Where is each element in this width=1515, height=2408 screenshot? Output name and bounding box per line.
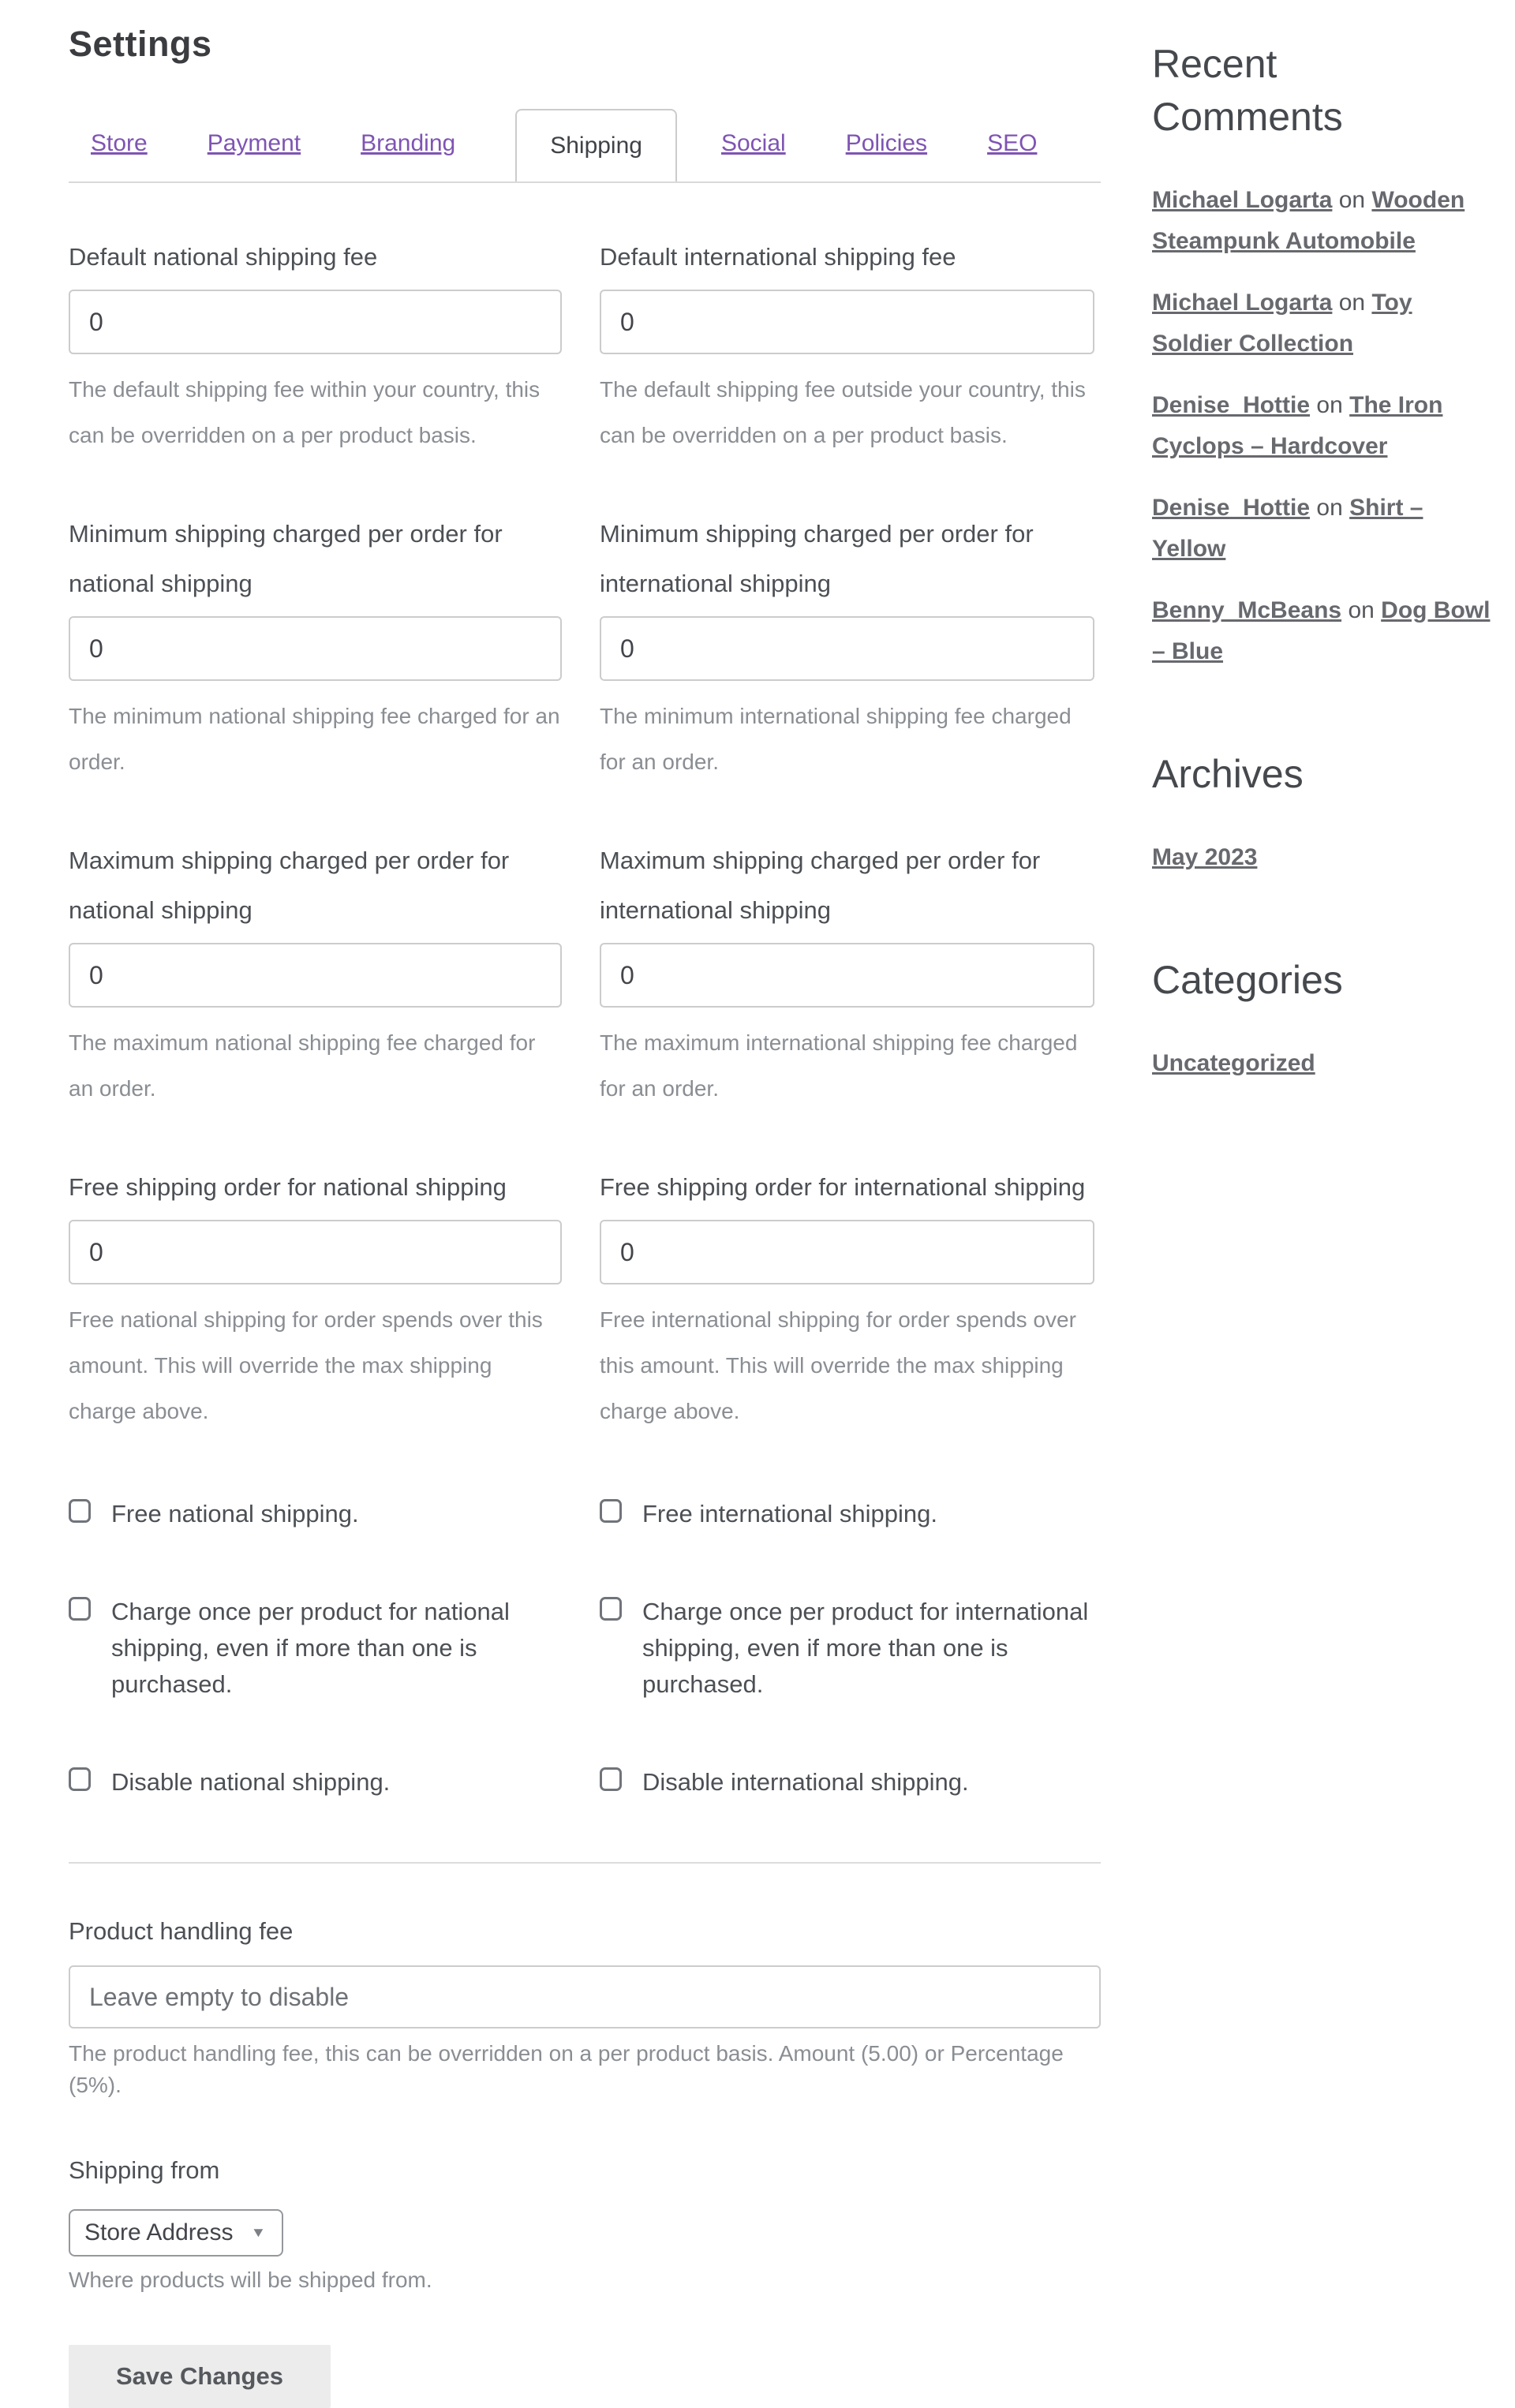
default-international-fee-group xyxy=(600,232,1094,458)
comment-post-link[interactable]: Shirt – Yellow xyxy=(1152,495,1423,562)
maximum-international-fee-help: The maximum international shipping fee charged for an order. xyxy=(600,1030,1078,1101)
archives-title: Archives xyxy=(1152,752,1304,796)
sidebar xyxy=(1152,38,1491,1160)
comment-author-link[interactable]: Michael Logarta xyxy=(1152,187,1333,213)
free-international-shipping-option[interactable] xyxy=(600,1496,1094,1532)
maximum-national-fee-label: Maximum shipping charged per order for national shipping xyxy=(69,847,510,924)
product-handling-fee-input[interactable] xyxy=(69,1965,1101,2028)
disable-national-shipping-label: Disable national shipping. xyxy=(111,1768,391,1796)
free-shipping-national-group xyxy=(69,1162,562,1434)
default-fee-row xyxy=(69,232,1101,458)
free-international-shipping-label: Free international shipping. xyxy=(642,1500,937,1527)
free-shipping-order-row xyxy=(69,1162,1101,1434)
free-national-shipping-option[interactable] xyxy=(69,1496,562,1532)
settings-main-panel xyxy=(69,24,1101,2408)
default-international-fee-label: Default international shipping fee xyxy=(600,243,956,271)
default-national-fee-help: The default shipping fee within your country, this can be overridden on a per product basis. xyxy=(69,377,541,447)
default-national-fee-label: Default national shipping fee xyxy=(69,243,378,271)
recent-comment-item xyxy=(1152,282,1491,365)
archives-list xyxy=(1152,837,1491,878)
tab-shipping-active[interactable]: Shipping xyxy=(515,109,677,181)
shipping-settings-form xyxy=(69,232,1101,2408)
free-shipping-international-group xyxy=(600,1162,1094,1434)
comment-connector: on xyxy=(1348,597,1375,623)
comment-author-link[interactable]: Benny_McBeans xyxy=(1152,597,1342,623)
category-item xyxy=(1152,1043,1491,1084)
minimum-international-fee-label: Minimum shipping charged per order for international shipping xyxy=(600,520,1034,597)
maximum-international-fee-group xyxy=(600,836,1094,1112)
recent-comments-widget xyxy=(1152,38,1491,672)
disable-national-shipping-option[interactable] xyxy=(69,1764,562,1800)
charge-once-international-checkbox[interactable] xyxy=(600,1597,622,1621)
minimum-national-fee-help: The minimum national shipping fee charged for an order. xyxy=(69,704,560,774)
maximum-national-fee-help: The maximum national shipping fee charged for an order. xyxy=(69,1030,536,1101)
minimum-national-fee-input[interactable] xyxy=(69,616,562,681)
product-handling-fee-help: The product handling fee, this can be overridden on a per product basis. Amount (5.00) or Percentage (5%). xyxy=(69,2041,1064,2097)
minimum-national-fee-label: Minimum shipping charged per order for national shipping xyxy=(69,520,503,597)
charge-once-national-option[interactable] xyxy=(69,1594,562,1703)
default-national-fee-input[interactable] xyxy=(69,290,562,354)
minimum-international-fee-input[interactable] xyxy=(600,616,1094,681)
disable-international-shipping-label: Disable international shipping. xyxy=(642,1768,969,1796)
maximum-fee-row xyxy=(69,836,1101,1112)
archives-widget xyxy=(1152,748,1491,878)
shipping-toggles xyxy=(69,1496,1101,1800)
comment-connector: on xyxy=(1316,495,1343,521)
page-title: Settings xyxy=(69,24,212,64)
tab-policies[interactable]: Policies xyxy=(845,130,928,156)
tab-seo[interactable]: SEO xyxy=(987,130,1038,156)
section-divider xyxy=(69,1862,1101,1864)
disable-shipping-checkbox-row xyxy=(69,1764,1101,1800)
free-national-shipping-label: Free national shipping. xyxy=(111,1500,359,1527)
shipping-from-label: Shipping from xyxy=(69,2156,220,2184)
free-international-shipping-checkbox[interactable] xyxy=(600,1499,622,1523)
categories-title: Categories xyxy=(1152,958,1343,1002)
charge-once-checkbox-row xyxy=(69,1594,1101,1703)
default-international-fee-input[interactable] xyxy=(600,290,1094,354)
product-handling-fee-label: Product handling fee xyxy=(69,1917,294,1945)
categories-widget xyxy=(1152,954,1491,1084)
category-link[interactable]: Uncategorized xyxy=(1152,1050,1315,1076)
free-shipping-national-label: Free shipping order for national shipping xyxy=(69,1173,507,1201)
tab-social[interactable]: Social xyxy=(720,130,786,156)
comment-connector: on xyxy=(1338,187,1366,213)
shipping-from-selected-value: Store Address xyxy=(84,2219,234,2245)
recent-comment-item xyxy=(1152,488,1491,570)
minimum-national-fee-group xyxy=(69,509,562,785)
tab-branding[interactable]: Branding xyxy=(361,130,456,156)
shipping-from-help: Where products will be shipped from. xyxy=(69,2268,432,2292)
charge-once-international-option[interactable] xyxy=(600,1594,1094,1703)
free-shipping-international-help: Free international shipping for order spends over this amount. This will override the max shipping charge above. xyxy=(600,1307,1076,1423)
free-shipping-national-help: Free national shipping for order spends over this amount. This will override the max shipping charge above. xyxy=(69,1307,543,1423)
settings-tab-bar xyxy=(69,106,1101,183)
maximum-national-fee-input[interactable] xyxy=(69,943,562,1008)
product-handling-fee-group xyxy=(69,1906,1101,2101)
minimum-international-fee-group xyxy=(600,509,1094,785)
default-national-fee-group xyxy=(69,232,562,458)
tab-payment[interactable]: Payment xyxy=(207,130,301,156)
disable-national-shipping-checkbox[interactable] xyxy=(69,1767,91,1791)
shipping-from-group xyxy=(69,2145,1101,2296)
comment-author-link[interactable]: Denise_Hottie xyxy=(1152,392,1311,418)
maximum-international-fee-label: Maximum shipping charged per order for international shipping xyxy=(600,847,1041,924)
free-shipping-international-input[interactable] xyxy=(600,1220,1094,1284)
recent-comments-title: Recent Comments xyxy=(1152,42,1343,139)
free-shipping-national-input[interactable] xyxy=(69,1220,562,1284)
recent-comment-item xyxy=(1152,180,1491,262)
recent-comment-item xyxy=(1152,590,1491,672)
free-shipping-checkbox-row xyxy=(69,1496,1101,1532)
charge-once-national-label: Charge once per product for national shipping, even if more than one is purchased. xyxy=(111,1598,510,1698)
recent-comments-list xyxy=(1152,180,1491,672)
maximum-international-fee-input[interactable] xyxy=(600,943,1094,1008)
disable-international-shipping-option[interactable] xyxy=(600,1764,1094,1800)
recent-comment-item xyxy=(1152,385,1491,467)
comment-post-link[interactable]: Toy Soldier Collection xyxy=(1152,290,1412,357)
archive-item xyxy=(1152,837,1491,878)
minimum-international-fee-help: The minimum international shipping fee charged for an order. xyxy=(600,704,1072,774)
archive-link[interactable]: May 2023 xyxy=(1152,844,1258,870)
chevron-down-icon: ▼ xyxy=(250,2225,267,2240)
shipping-from-select[interactable] xyxy=(69,2209,283,2257)
comment-post-link[interactable]: The Iron Cyclops – Hardcover xyxy=(1152,392,1443,459)
comment-author-link[interactable]: Denise_Hottie xyxy=(1152,495,1311,521)
free-shipping-international-label: Free shipping order for international shipping xyxy=(600,1173,1086,1201)
comment-post-link[interactable]: Wooden Steampunk Automobile xyxy=(1152,187,1465,254)
comment-post-link[interactable]: Dog Bowl – Blue xyxy=(1152,597,1491,664)
maximum-national-fee-group xyxy=(69,836,562,1112)
comment-connector: on xyxy=(1316,392,1343,418)
free-national-shipping-checkbox[interactable] xyxy=(69,1499,91,1523)
categories-list xyxy=(1152,1043,1491,1084)
comment-author-link[interactable]: Michael Logarta xyxy=(1152,290,1333,316)
comment-connector: on xyxy=(1338,290,1366,316)
charge-once-international-label: Charge once per product for international shipping, even if more than one is purchased. xyxy=(642,1598,1089,1698)
tab-store[interactable]: Store xyxy=(91,130,148,156)
save-changes-button[interactable]: Save Changes xyxy=(69,2345,331,2408)
charge-once-national-checkbox[interactable] xyxy=(69,1597,91,1621)
default-international-fee-help: The default shipping fee outside your country, this can be overridden on a per product basis. xyxy=(600,377,1086,447)
disable-international-shipping-checkbox[interactable] xyxy=(600,1767,622,1791)
minimum-fee-row xyxy=(69,509,1101,785)
